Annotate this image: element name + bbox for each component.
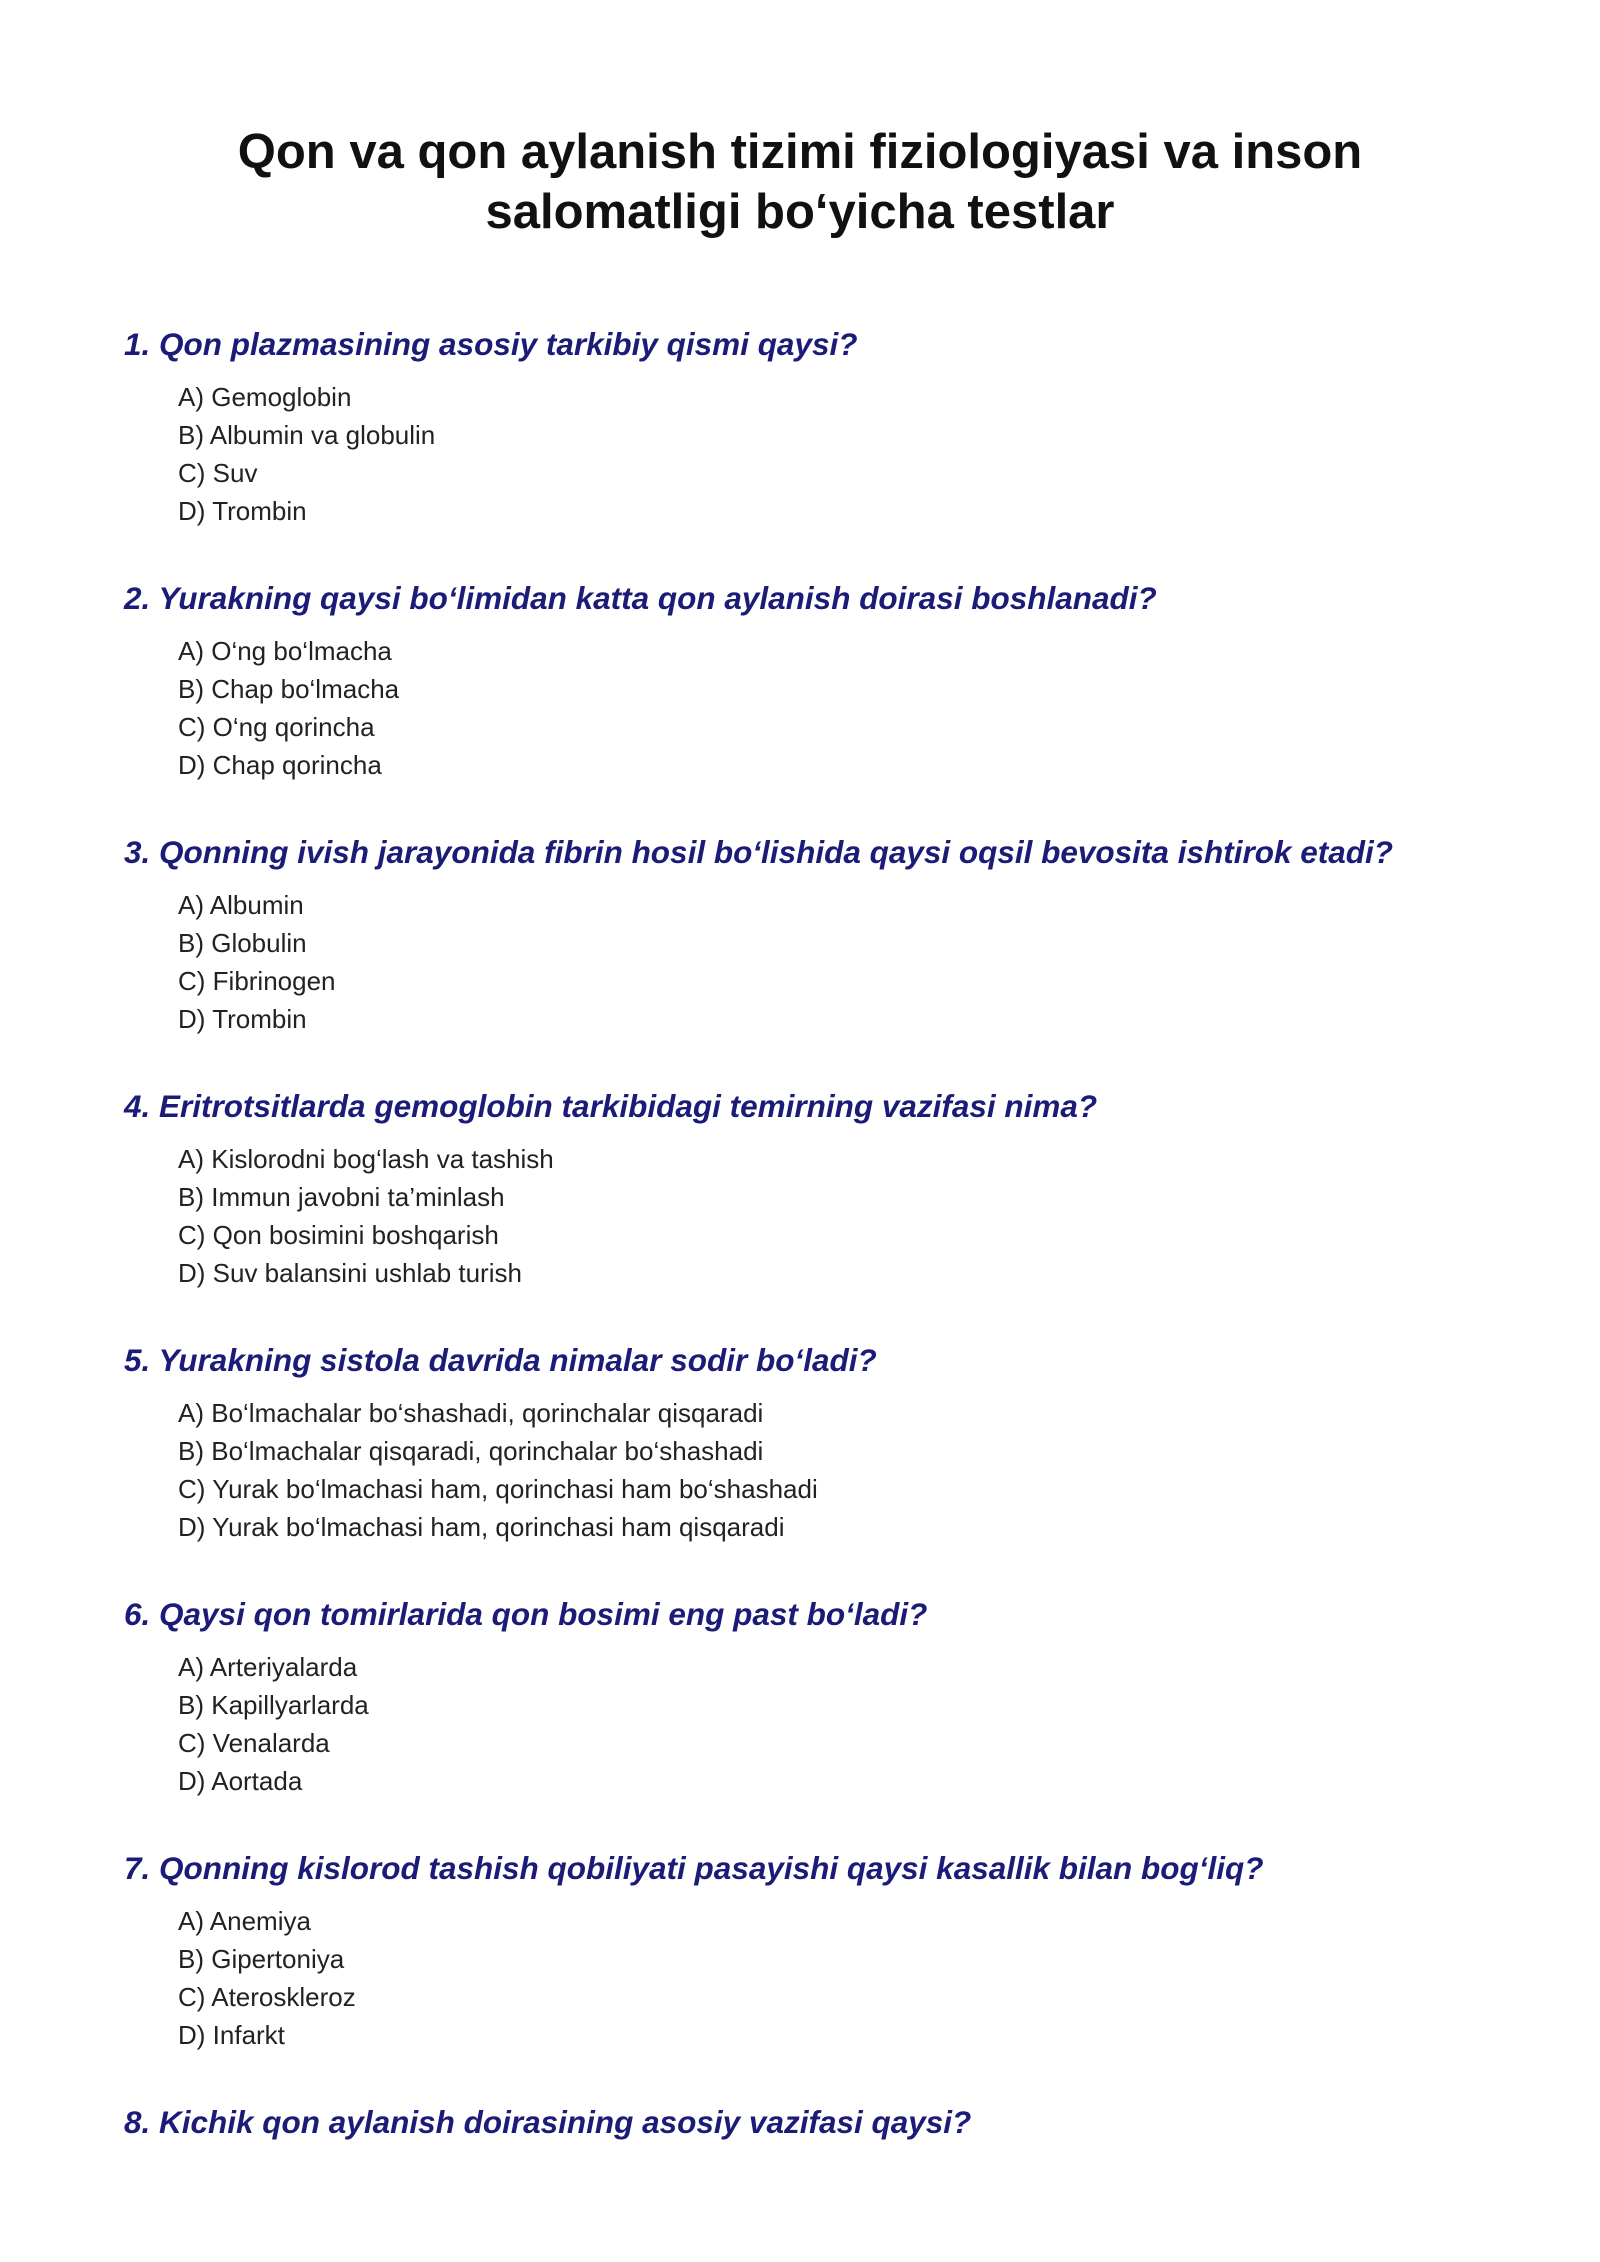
- answer-option-b: B) Bo‘lmachalar qisqaradi, qorinchalar bo‘shashadi: [178, 1436, 764, 1466]
- answer-option-a: A) Kislorodni bog‘lash va tashish: [178, 1144, 554, 1174]
- answer-option-c: C) Ateroskleroz: [178, 1982, 356, 2012]
- answer-option-d: D) Suv balansini ushlab turish: [178, 1258, 522, 1288]
- document-title: [0, 122, 1600, 242]
- answer-option-a: A) Anemiya: [178, 1906, 311, 1936]
- answer-option-a: A) Bo‘lmachalar bo‘shashadi, qorinchalar qisqaradi: [178, 1398, 764, 1428]
- answer-options: [178, 1902, 356, 2054]
- answer-option-d: D) Aortada: [178, 1766, 303, 1796]
- answer-options: [178, 1394, 818, 1546]
- answer-option-d: D) Yurak bo‘lmachasi ham, qorinchasi ham qisqaradi: [178, 1512, 785, 1542]
- answer-option-c: C) Suv: [178, 458, 258, 488]
- answer-option-c: C) Yurak bo‘lmachasi ham, qorinchasi ham bo‘shashadi: [178, 1474, 818, 1504]
- answer-option-c: C) Venalarda: [178, 1728, 330, 1758]
- question-text: 3. Qonning ivish jarayonida fibrin hosil bo‘lishida qaysi oqsil bevosita ishtirok etadi?: [124, 834, 1393, 870]
- answer-option-b: B) Chap bo‘lmacha: [178, 674, 400, 704]
- answer-option-d: D) Chap qorincha: [178, 750, 382, 780]
- answer-option-d: D) Trombin: [178, 496, 307, 526]
- answer-options: [178, 378, 435, 530]
- question-text: 5. Yurakning sistola davrida nimalar sodir bo‘ladi?: [124, 1342, 877, 1378]
- answer-option-c: C) O‘ng qorincha: [178, 712, 375, 742]
- document-title-line-1: Qon va qon aylanish tizimi fiziologiyasi va inson: [237, 125, 1363, 179]
- answer-option-d: D) Trombin: [178, 1004, 307, 1034]
- answer-option-a: A) O‘ng bo‘lmacha: [178, 636, 392, 666]
- answer-option-d: D) Infarkt: [178, 2020, 285, 2050]
- question-text: 4. Eritrotsitlarda gemoglobin tarkibidagi temirning vazifasi nima?: [124, 1088, 1098, 1124]
- answer-option-b: B) Globulin: [178, 928, 307, 958]
- answer-option-a: A) Gemoglobin: [178, 382, 352, 412]
- question-text: 6. Qaysi qon tomirlarida qon bosimi eng past bo‘ladi?: [124, 1596, 928, 1632]
- answer-option-c: C) Qon bosimini boshqarish: [178, 1220, 499, 1250]
- answer-option-b: B) Gipertoniya: [178, 1944, 345, 1974]
- question-text: 7. Qonning kislorod tashish qobiliyati pasayishi qaysi kasallik bilan bog‘liq?: [124, 1850, 1264, 1886]
- answer-options: [178, 1140, 554, 1292]
- answer-option-b: B) Kapillyarlarda: [178, 1690, 369, 1720]
- question-text: 8. Kichik qon aylanish doirasining asosiy vazifasi qaysi?: [124, 2104, 972, 2140]
- answer-option-b: B) Albumin va globulin: [178, 420, 436, 450]
- answer-option-a: A) Arteriyalarda: [178, 1652, 358, 1682]
- answer-option-a: A) Albumin: [178, 890, 304, 920]
- answer-option-b: B) Immun javobni ta’minlash: [178, 1182, 505, 1212]
- question-text: 2. Yurakning qaysi bo‘limidan katta qon aylanish doirasi boshlanadi?: [124, 580, 1157, 616]
- answer-options: [178, 886, 336, 1038]
- answer-options: [178, 632, 399, 784]
- answer-option-c: C) Fibrinogen: [178, 966, 336, 996]
- question-text: 1. Qon plazmasining asosiy tarkibiy qismi qaysi?: [124, 326, 858, 362]
- answer-options: [178, 1648, 369, 1800]
- document-title-line-2: salomatligi bo‘yicha testlar: [485, 185, 1115, 239]
